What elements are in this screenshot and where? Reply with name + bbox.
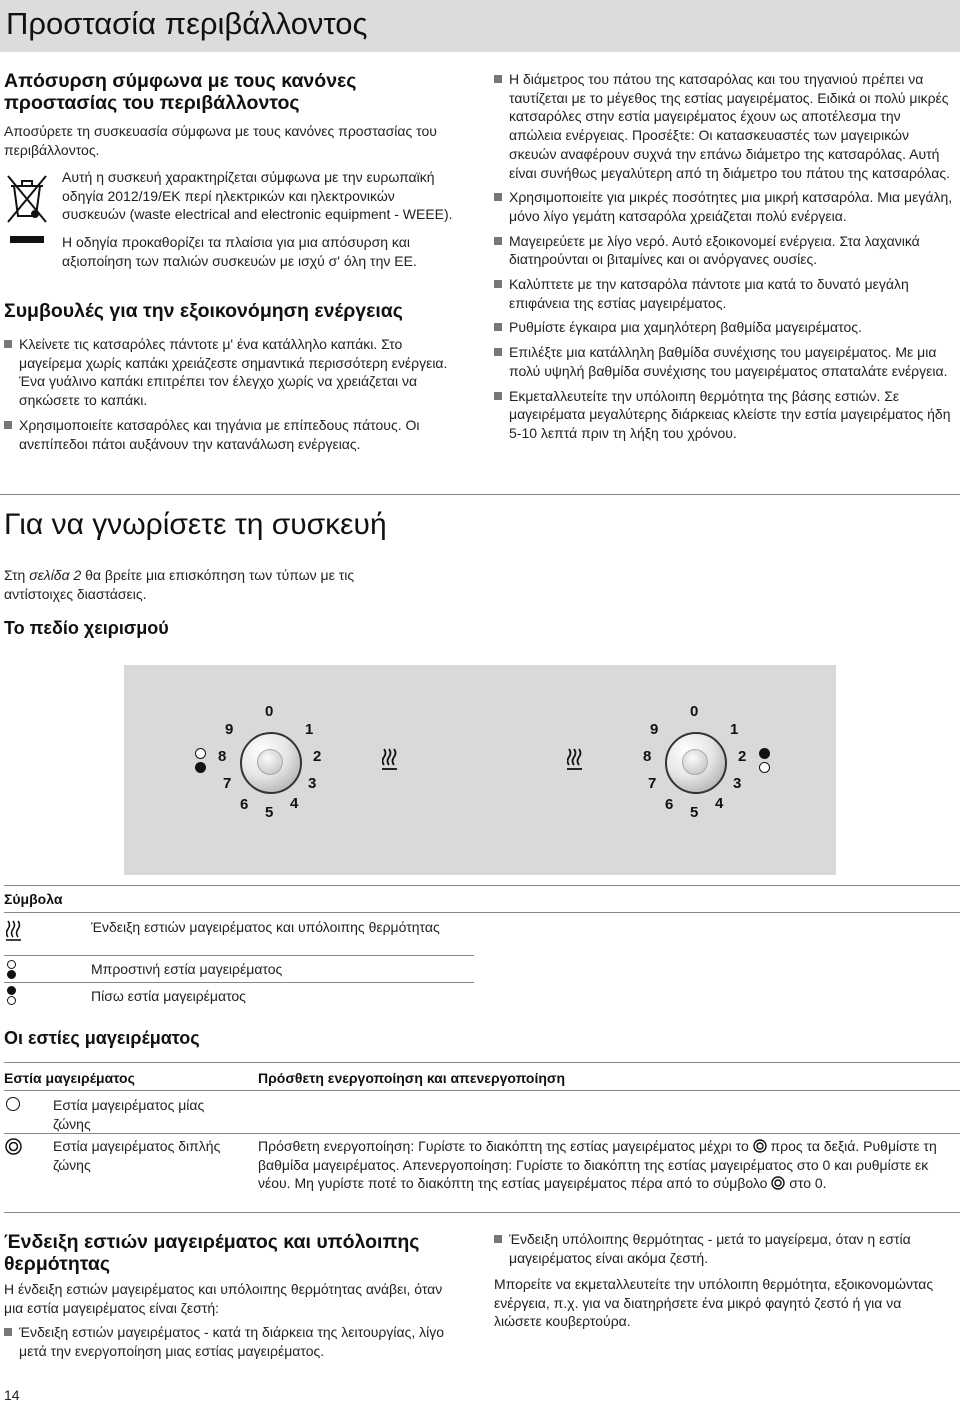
weee-text: Αυτή η συσκευή χαρακτηρίζεται σύμφωνα με την ευρωπαϊκή οδηγία 2012/19/ΕΚ περί ηλεκτρικών και ηλεκτρονικών συσκευών (waste electrical and electronic equipment - WEEE). <box>62 169 453 223</box>
framework-text: Η οδηγία προκαθορίζει τα πλαίσια για μια απόσυρση και αξιοποίηση των παλιών συσκευών με ισχύ σ' όλη την ΕΕ. <box>62 234 417 269</box>
dual-zone-description: Πρόσθετη ενεργοποίηση: Γυρίστε το διακόπτη της εστίας μαγειρέματος μέχρι το προς τα δεξιά. Ρυθμίστε τη βαθμίδα μαγειρέματος. Απενεργοποίηση: Γυρίστε το διακόπτη της εστίας μαγειρέματος στο 0 και ρυθμίστε εκ νέου. Μη γυρίστε ποτέ το διακόπτη της εστίας μαγειρέματος πέρα από το σύμβολο στο 0. <box>258 1138 937 1192</box>
front-hotplate-icon <box>7 960 16 979</box>
hotplates-top-rule <box>4 1062 960 1063</box>
knob-number: 6 <box>665 796 674 813</box>
energy-section <box>4 300 459 459</box>
knob-number: 0 <box>265 703 274 720</box>
list-item: Χρησιμοποιείτε για μικρές ποσότητες μια μικρή κατσαρόλα. Μια μεγάλη, μόνο λίγο γεμάτη κατσαρόλα χρειάζεται πολύ ενέργεια. <box>494 188 956 225</box>
list-item: Επιλέξτε μια κατάλληλη βαθμίδα συνέχισης του μαγειρέματος. Με μια πολύ υψηλή βαθμίδα συνέχισης του μαγειρέματος σπαταλάτε ενέργεια. <box>494 343 956 380</box>
weee-block <box>62 168 462 271</box>
single-zone-icon <box>6 1097 20 1111</box>
appliance-heading: Για να γνωρίσετε τη συσκευή <box>4 508 387 541</box>
knob-number: 0 <box>690 703 699 720</box>
front-hotplate-icon <box>759 762 770 773</box>
dual-zone-label: Εστία μαγειρέματος διπλής ζώνης <box>53 1138 221 1173</box>
symbols-heading: Σύμβολα <box>4 891 63 907</box>
heat-indicator-icon <box>382 747 398 771</box>
page-number: 14 <box>4 1387 20 1403</box>
knob-number: 8 <box>218 748 227 765</box>
residual-bullets-right <box>494 1230 949 1273</box>
appliance-intro: Στη σελίδα 2 θα βρείτε μια επισκόπηση των τύπων με τις αντίστοιχες διαστάσεις. <box>4 567 355 602</box>
list-item: Η διάμετρος του πάτου της κατσαρόλας και του τηγανιού πρέπει να ταυτίζεται με το μέγεθος της εστίας μαγειρέματος. Ειδικά οι πολύ μικρές κατσαρόλες στην εστία μαγειρέματος έχουν ως αποτέλεσμα την απώλεια ενέργειας. Προσέξτε: Οι κατασκευαστές των μαγειρικών σκευών αναφέρουν συχνά την επάνω διάμετρο της κατσαρόλας. Αυτή είναι συνήθως μεγαλύτερη από τη διάμετρο του πάτου της κατσαρόλας. <box>494 70 956 182</box>
rear-hotplate-icon <box>7 986 16 1005</box>
symbol-text: Ένδειξη εστιών μαγειρέματος και υπόλοιπης θερμότητας <box>91 919 440 935</box>
list-item: Καλύπτετε με την κατσαρόλα πάντοτε μια κατά το δυνατό μεγάλη επιφάνεια της εστίας μαγειρέματος. <box>494 275 956 312</box>
symbols-header-rule <box>4 912 960 913</box>
section-divider <box>0 494 960 495</box>
list-item: Μαγειρεύετε με λίγο νερό. Αυτό εξοικονομεί ενέργεια. Στα λαχανικά διατηρούνται οι βιταμίνες και οι ανόργανες ουσίες. <box>494 232 956 269</box>
page-title: Προστασία περιβάλλοντος <box>6 6 368 41</box>
symbols-top-rule <box>4 885 960 886</box>
hotplates-col2: Πρόσθετη ενεργοποίηση και απενεργοποίηση <box>258 1070 566 1086</box>
knob-number: 8 <box>643 748 652 765</box>
residual-right-text: Μπορείτε να εκμεταλλευτείτε την υπόλοιπη θερμότητα, εξοικονομώντας ενέργεια, π.χ. για να διατηρήσετε ένα μικρό φαγητό ζεστό ή για να λιώσετε κουβερτούρα. <box>494 1276 934 1330</box>
energy-heading: Συμβουλές για την εξοικονόμηση ενέργειας <box>4 300 403 322</box>
knob-number: 1 <box>730 721 739 738</box>
disposal-intro: Αποσύρετε τη συσκευασία σύμφωνα με τους κανόνες προστασίας του περιβάλλοντος. <box>4 123 437 158</box>
list-item: Εκμεταλλευτείτε την υπόλοιπη θερμότητα της βάσης εστιών. Σε μαγειρέματα μεγαλύτερης διάρκειας κλείστε την εστία μαγειρέματος ήδη 5-10 λεπτά πριν τη λήξη του χρόνου. <box>494 387 956 443</box>
hotplates-bottom-rule <box>4 1212 960 1213</box>
hotplates-heading: Οι εστίες μαγειρέματος <box>4 1028 200 1048</box>
knob-number: 5 <box>265 804 274 821</box>
list-item: Χρησιμοποιείτε κατσαρόλες και τηγάνια με επίπεδους πάτους. Οι ανεπίπεδοι πάτοι αυξάνουν την κατανάλωση ενέργειας. <box>4 416 459 453</box>
symbol-text: Μπροστινή εστία μαγειρέματος <box>91 961 283 977</box>
control-panel-heading: Το πεδίο χειρισμού <box>4 618 169 638</box>
residual-bullets-left <box>4 1323 464 1366</box>
knob-number: 3 <box>308 775 317 792</box>
knob-number: 7 <box>223 775 232 792</box>
single-zone-label: Εστία μαγειρέματος μίας ζώνης <box>53 1097 205 1132</box>
weee-bin-icon <box>2 168 52 248</box>
dual-zone-icon <box>753 1139 767 1153</box>
row-rule <box>4 955 474 956</box>
knob-number: 2 <box>313 748 322 765</box>
list-item: Ένδειξη εστιών μαγειρέματος - κατά τη διάρκεια της λειτουργίας, λίγο μετά την ενεργοποίηση μιας εστίας μαγειρέματος. <box>4 1323 464 1360</box>
knob-number: 3 <box>733 775 742 792</box>
energy-tips-left <box>4 335 459 453</box>
heat-indicator-icon <box>567 747 583 771</box>
list-item: Ένδειξη υπόλοιπης θερμότητας - μετά το μαγείρεμα, όταν η εστία μαγειρέματος είναι ακόμα ζεστή. <box>494 1230 949 1267</box>
heat-indicator-icon <box>6 920 22 942</box>
symbol-text: Πίσω εστία μαγειρέματος <box>91 988 246 1004</box>
residual-intro: Η ένδειξη εστιών μαγειρέματος και υπόλοιπης θερμότητας ανάβει, όταν μια εστία μαγειρέματος είναι ζεστή: <box>4 1281 443 1316</box>
row-rule <box>4 1133 960 1134</box>
list-item: Ρυθμίστε έγκαιρα μια χαμηλότερη βαθμίδα μαγειρέματος. <box>494 318 956 337</box>
knob-number: 4 <box>715 795 724 812</box>
right-control-knob[interactable] <box>665 732 727 794</box>
list-item: Κλείνετε τις κατσαρόλες πάντοτε μ' ένα κατάλληλο καπάκι. Στο μαγείρεμα χωρίς καπάκι χρειάζεστε σημαντικά περισσότερη ενέργεια. Ένα γυάλινο καπάκι επιτρέπει τον έλεγχο χωρίς να χρειάζεται να σηκώσετε το καπάκι. <box>4 335 459 410</box>
knob-number: 4 <box>290 795 299 812</box>
disposal-heading: Απόσυρση σύμφωνα με τους κανόνες προστασίας του περιβάλλοντος <box>4 70 357 114</box>
knob-number: 9 <box>650 721 659 738</box>
hotplates-header-rule <box>4 1090 960 1091</box>
knob-number: 5 <box>690 804 699 821</box>
energy-tips-right <box>494 70 956 449</box>
rear-hotplate-icon <box>195 762 206 773</box>
knob-number: 1 <box>305 721 314 738</box>
front-hotplate-icon <box>195 748 206 759</box>
dual-zone-icon <box>5 1138 22 1155</box>
rear-hotplate-icon <box>759 748 770 759</box>
residual-heading: Ένδειξη εστιών μαγειρέματος και υπόλοιπης θερμότητας <box>4 1231 420 1275</box>
knob-number: 2 <box>738 748 747 765</box>
control-panel <box>124 665 836 875</box>
dual-zone-icon <box>771 1176 785 1190</box>
hotplates-col1: Εστία μαγειρέματος <box>4 1070 135 1086</box>
left-control-knob[interactable] <box>240 732 302 794</box>
knob-number: 6 <box>240 796 249 813</box>
knob-number: 7 <box>648 775 657 792</box>
row-rule <box>4 982 474 983</box>
disposal-section <box>4 70 459 159</box>
knob-number: 9 <box>225 721 234 738</box>
